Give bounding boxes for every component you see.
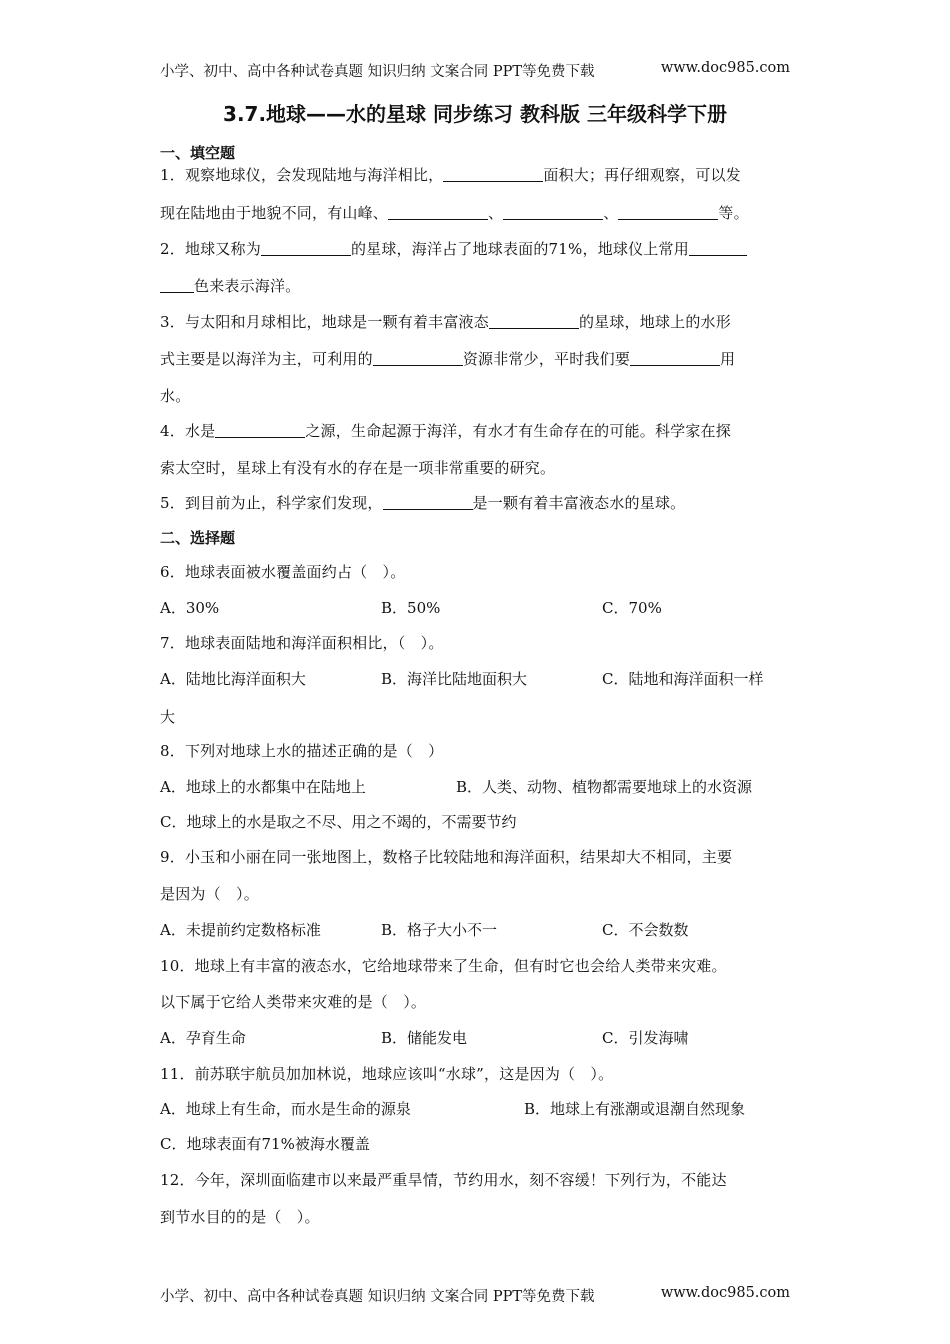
- q10-option-b[interactable]: B．储能发电: [381, 1029, 468, 1047]
- q8-option-b[interactable]: B．人类、动物、植物都需要地球上的水资源: [456, 778, 753, 796]
- q11-option-a[interactable]: A．地球上有生命，而水是生命的源泉: [160, 1100, 411, 1118]
- q6-option-a[interactable]: A．30%: [160, 599, 220, 617]
- q7-option-b[interactable]: B．海洋比陆地面积大: [381, 670, 528, 688]
- q10-option-c[interactable]: C．引发海啸: [602, 1029, 689, 1047]
- q2-line-2: 色来表示海洋。: [160, 275, 790, 296]
- blank: [618, 204, 718, 220]
- q12-stem-2: 到节水目的的是（ ）。: [160, 1208, 320, 1226]
- header-url[interactable]: www.doc985.com: [660, 60, 790, 76]
- blank: [489, 313, 579, 329]
- q8-option-c[interactable]: C．地球上的水是取之不尽、用之不竭的，不需要节约: [160, 813, 517, 831]
- q12-stem-1: 12．今年，深圳面临建市以来最严重旱情，节约用水，刻不容缓！下列行为，不能达: [160, 1171, 727, 1189]
- q9-option-a[interactable]: A．未提前约定数格标准: [160, 921, 321, 939]
- q4-line-1: 4．水是 之源，生命起源于海洋，有水才有生命存在的可能。科学家在探: [160, 422, 731, 440]
- q6-stem: 6．地球表面被水覆盖面约占（ ）。: [160, 563, 406, 581]
- blank: [503, 204, 603, 220]
- q10-stem-1: 10．地球上有丰富的液态水，它给地球带来了生命，但有时它也会给人类带来灾难。: [160, 957, 727, 975]
- blank: [160, 277, 194, 293]
- q9-option-b[interactable]: B．格子大小不一: [381, 921, 498, 939]
- q2-line-1: 2．地球又称为 的星球，海洋占了地球表面的71%，地球仪上常用: [160, 238, 790, 259]
- blank: [215, 422, 305, 438]
- q3-line-1: 3．与太阳和月球相比，地球是一颗有着丰富液态 的星球，地球上的水形: [160, 313, 731, 331]
- q6-option-b[interactable]: B．50%: [381, 599, 441, 617]
- blank: [383, 494, 473, 510]
- q6-option-c[interactable]: C．70%: [602, 599, 662, 617]
- q9-stem-1: 9．小玉和小丽在同一张地图上，数格子比较陆地和海洋面积，结果却大不相同，主要: [160, 848, 733, 866]
- footer-text: 小学、初中、高中各种试卷真题 知识归纳 文案合同 PPT等免费下载: [160, 1289, 595, 1305]
- blank: [261, 240, 351, 256]
- blank: [443, 166, 543, 182]
- q3-line-3: 水。: [160, 387, 191, 405]
- q7-option-a[interactable]: A．陆地比海洋面积大: [160, 670, 306, 688]
- q5-line-1: 5．到目前为止，科学家们发现， 是一颗有着丰富液态水的星球。: [160, 494, 686, 512]
- section-fill-in: 一、填空题: [160, 144, 236, 162]
- q11-option-b[interactable]: B．地球上有涨潮或退潮自然现象: [524, 1100, 746, 1118]
- blank: [373, 350, 463, 366]
- page-title: 3.7.地球——水的星球 同步练习 教科版 三年级科学下册: [223, 102, 727, 126]
- blank: [630, 350, 720, 366]
- q10-stem-2: 以下属于它给人类带来灾难的是（ ）。: [160, 993, 427, 1011]
- q9-option-c[interactable]: C．不会数数: [602, 921, 689, 939]
- q7-option-c[interactable]: C．陆地和海洋面积一样: [602, 670, 764, 688]
- q11-option-c[interactable]: C．地球表面有71%被海水覆盖: [160, 1135, 370, 1153]
- blank: [388, 204, 488, 220]
- q4-line-2: 索太空时，星球上有没有水的存在是一项非常重要的研究。: [160, 459, 556, 477]
- q1-line-2: 现在陆地由于地貌不同，有山峰、 、 、 等。: [160, 204, 749, 222]
- footer-url[interactable]: www.doc985.com: [660, 1285, 790, 1301]
- header-text: 小学、初中、高中各种试卷真题 知识归纳 文案合同 PPT等免费下载: [160, 64, 595, 80]
- q7-option-c-wrap: 大: [160, 708, 176, 726]
- blank: [689, 240, 747, 256]
- q11-stem: 11．前苏联宇航员加加林说，地球应该叫“水球”，这是因为（ ）。: [160, 1065, 614, 1083]
- q1-line-1: 1．观察地球仪，会发现陆地与海洋相比， 面积大；再仔细观察，可以发: [160, 166, 741, 184]
- q9-stem-2: 是因为（ ）。: [160, 885, 259, 903]
- q8-stem: 8．下列对地球上水的描述正确的是（ ）: [160, 742, 444, 760]
- q7-stem: 7．地球表面陆地和海洋面积相比，（ ）。: [160, 634, 444, 652]
- q8-option-a[interactable]: A．地球上的水都集中在陆地上: [160, 778, 366, 796]
- q10-option-a[interactable]: A．孕育生命: [160, 1029, 246, 1047]
- q3-line-2: 式主要是以海洋为主，可利用的 资源非常少，平时我们要 用: [160, 350, 736, 368]
- section-choice: 二、选择题: [160, 529, 236, 547]
